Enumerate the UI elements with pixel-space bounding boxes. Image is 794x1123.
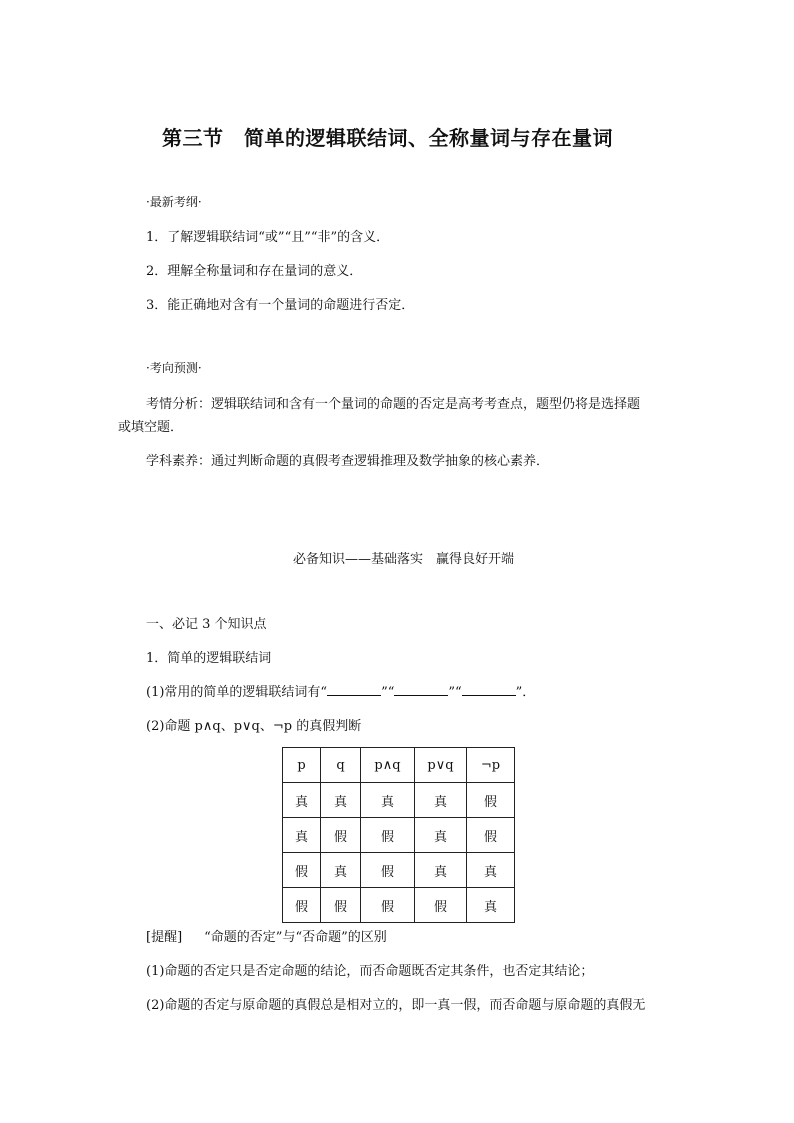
- table-cell: 真: [467, 888, 515, 923]
- question-separator: ”“: [448, 685, 462, 700]
- question-separator: ”“: [381, 685, 395, 700]
- table-cell: 真: [321, 853, 361, 888]
- table-row: [283, 853, 515, 888]
- part-heading: 一、必记 3 个知识点: [146, 617, 267, 632]
- table-cell: 假: [467, 783, 515, 818]
- truth-table: [282, 747, 515, 923]
- table-cell: 假: [467, 818, 515, 853]
- outline-item-3: 3．能正确地对含有一个量词的命题进行否定．: [146, 298, 415, 313]
- header-cell: ¬p: [467, 748, 515, 783]
- answer-blank-3[interactable]: [462, 683, 516, 696]
- header-cell: p: [283, 748, 321, 783]
- table-cell: 假: [361, 853, 415, 888]
- forecast-heading: ·考向预测·: [146, 361, 202, 375]
- table-cell: 假: [321, 818, 361, 853]
- table-cell: 假: [361, 818, 415, 853]
- outline-heading: ·最新考纲·: [146, 195, 202, 209]
- header-cell: q: [321, 748, 361, 783]
- knowledge-point-1-title: 1．简单的逻辑联结词: [146, 651, 272, 666]
- table-cell: 假: [415, 888, 467, 923]
- truth-judgement-title: (2)命题 p∧q、p∨q、¬p 的真假判断: [146, 719, 362, 734]
- answer-blank-2[interactable]: [394, 683, 448, 696]
- forecast-analysis-line1: 考情分析：逻辑联结词和含有一个量词的命题的否定是高考考查点，题型仍将是选择题: [146, 397, 641, 412]
- table-cell: 假: [283, 888, 321, 923]
- tip-label: [提醒]: [146, 930, 183, 945]
- table-cell: 真: [283, 783, 321, 818]
- table-cell: 真: [415, 783, 467, 818]
- table-cell: 假: [321, 888, 361, 923]
- header-cell: p∧q: [361, 748, 415, 783]
- outline-item-1: 1．了解逻辑联结词“或”“且”“非”的含义．: [146, 230, 390, 245]
- table-cell: 假: [361, 888, 415, 923]
- page-title: 第三节 简单的逻辑联结词、全称量词与存在量词: [162, 126, 613, 150]
- table-cell: 假: [283, 853, 321, 888]
- question-suffix: ”．: [515, 685, 536, 700]
- question-prefix: (1)常用的简单的逻辑联结词有“: [146, 685, 328, 700]
- table-cell: 真: [361, 783, 415, 818]
- table-cell: 真: [415, 818, 467, 853]
- table-row: [283, 818, 515, 853]
- connective-question: [146, 681, 535, 700]
- section-banner: 必备知识——基础落实 赢得良好开端: [293, 552, 515, 567]
- table-cell: 真: [283, 818, 321, 853]
- tip-point-1: (1)命题的否定只是否定命题的结论，而否命题既否定其条件，也否定其结论；: [146, 964, 594, 979]
- table-cell: 真: [467, 853, 515, 888]
- table-header-row: [283, 748, 515, 783]
- forecast-literacy: 学科素养：通过判断命题的真假考查逻辑推理及数学抽象的核心素养．: [146, 454, 550, 469]
- answer-blank-1[interactable]: [327, 683, 381, 696]
- table-row: [283, 783, 515, 818]
- tip-text: “命题的否定”与“否命题”的区别: [204, 930, 387, 945]
- table-cell: 真: [415, 853, 467, 888]
- forecast-analysis-line2: 或填空题．: [118, 420, 184, 435]
- outline-item-2: 2．理解全称量词和存在量词的意义．: [146, 264, 363, 279]
- table-row: [283, 888, 515, 923]
- tip-point-2: (2)命题的否定与原命题的真假总是相对立的，即一真一假，而否命题与原命题的真假无: [146, 998, 646, 1013]
- table-cell: 真: [321, 783, 361, 818]
- header-cell: p∨q: [415, 748, 467, 783]
- tip-line: [146, 926, 387, 945]
